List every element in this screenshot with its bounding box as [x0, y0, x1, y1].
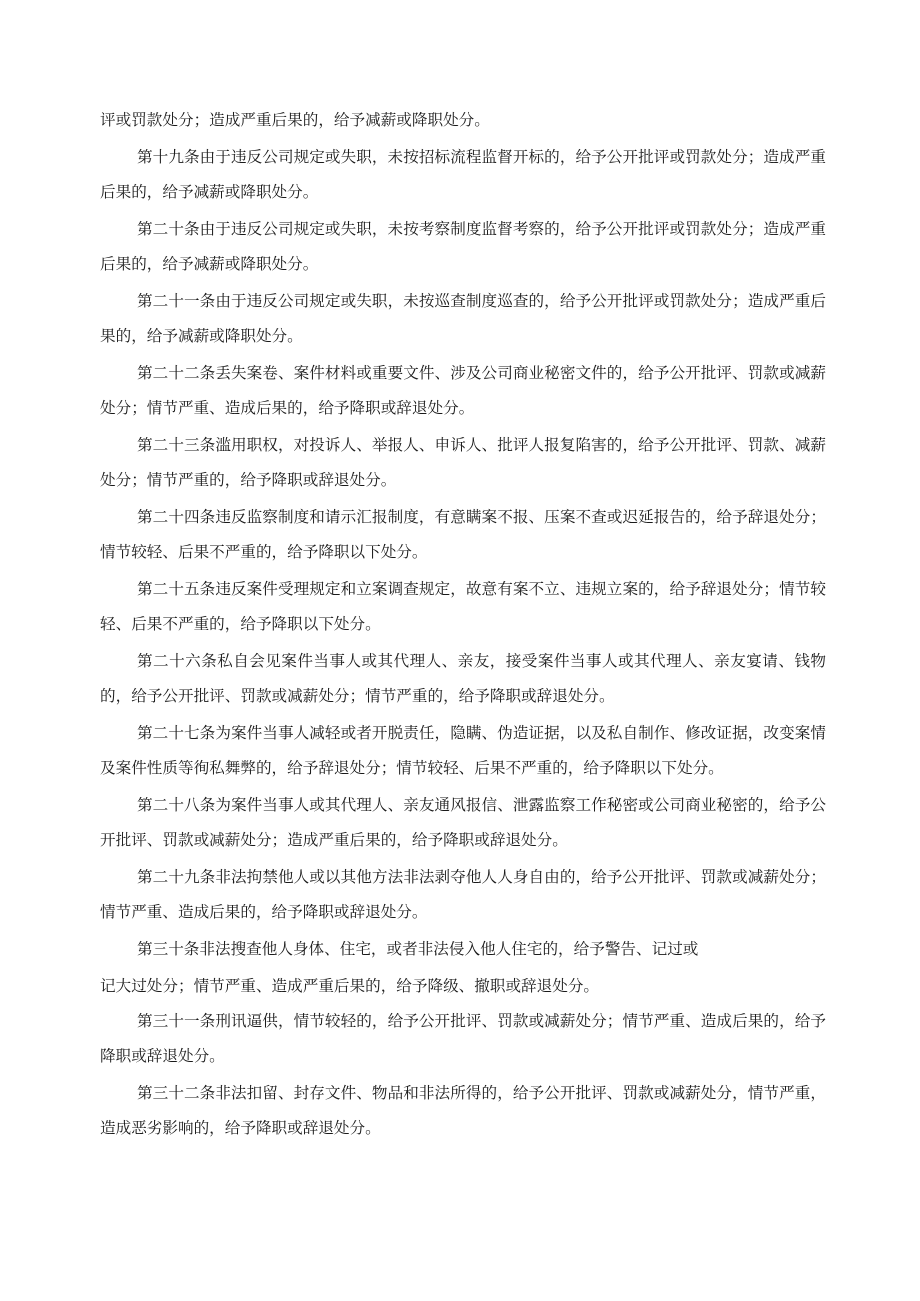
article-number: 第二十三条	[137, 436, 216, 454]
article-number: 第三十二条	[137, 1084, 216, 1102]
article-number: 第二十九条	[137, 868, 216, 886]
article-text: 为案件当事人减轻或者开脱责任，隐瞒、伪造证据，以及私自制作、修改证据，改变案情及案件性质等徇私舞弊的，给予辞退处分；情节较轻、后果不严重的，给予降职以下处分。	[100, 724, 826, 777]
article-number: 第三十条	[137, 940, 200, 958]
article-text: 刑讯逼供，情节较轻的，给予公开批评、罚款或减薪处分；情节严重、造成后果的，给予降职或辞退处分。	[100, 1012, 826, 1065]
article-19	[100, 140, 826, 210]
article-text: 非法扣留、封存文件、物品和非法所得的，给予公开批评、罚款或减薪处分，情节严重，造成恶劣影响的，给予降职或辞退处分。	[100, 1084, 826, 1137]
article-31	[100, 1004, 826, 1074]
article-32	[100, 1076, 826, 1146]
article-text: 丢失案卷、案件材料或重要文件、涉及公司商业秘密文件的，给予公开批评、罚款或减薪处分；情节严重、造成后果的，给予降职或辞退处分。	[100, 364, 826, 417]
article-21	[100, 284, 826, 354]
article-text: 私自会见案件当事人或其代理人、亲友，接受案件当事人或其代理人、亲友宴请、钱物的，给予公开批评、罚款或减薪处分；情节严重的，给予降职或辞退处分。	[100, 652, 826, 705]
article-text: 由于违反公司规定或失职，未按巡查制度巡查的，给予公开批评或罚款处分；造成严重后果的，给予减薪或降职处分。	[100, 292, 826, 345]
article-27	[100, 716, 826, 786]
article-24	[100, 500, 826, 570]
article-text: 滥用职权，对投诉人、举报人、申诉人、批评人报复陷害的，给予公开批评、罚款、减薪处分；情节严重的，给予降职或辞退处分。	[100, 436, 826, 489]
article-number: 第二十八条	[137, 796, 216, 814]
article-text: 非法搜查他人身体、住宅，或者非法侵入他人住宅的，给予警告、记过或	[199, 940, 699, 958]
article-26	[100, 644, 826, 714]
article-number: 第二十一条	[137, 292, 216, 310]
article-22	[100, 356, 826, 426]
article-text: 违反监察制度和请示汇报制度，有意瞒案不报、压案不查或迟延报告的，给予辞退处分；情节较轻、后果不严重的，给予降职以下处分。	[100, 508, 826, 561]
article-number: 第二十四条	[137, 508, 216, 526]
article-30	[100, 932, 826, 967]
article-29	[100, 860, 826, 930]
article-23	[100, 428, 826, 498]
article-28	[100, 788, 826, 858]
article-number: 第二十二条	[137, 364, 216, 382]
article-number: 第二十六条	[137, 652, 218, 670]
article-text: 由于违反公司规定或失职，未按招标流程监督开标的，给予公开批评或罚款处分；造成严重后果的，给予减薪或降职处分。	[100, 148, 826, 201]
article-text: 为案件当事人或其代理人、亲友通风报信、泄露监察工作秘密或公司商业秘密的，给予公开批评、罚款或减薪处分；造成严重后果的，给予降职或辞退处分。	[100, 796, 826, 849]
continuation-paragraph: 评或罚款处分；造成严重后果的，给予减薪或降职处分。	[100, 111, 490, 129]
article-25	[100, 572, 826, 642]
article-20	[100, 212, 826, 282]
article-text: 由于违反公司规定或失职，未按考察制度监督考察的，给予公开批评或罚款处分；造成严重后果的，给予减薪或降职处分。	[100, 220, 826, 273]
article-text: 违反案件受理规定和立案调查规定，故意有案不立、违规立案的，给予辞退处分；情节较轻、后果不严重的，给予降职以下处分。	[100, 580, 826, 633]
article-number: 第三十一条	[137, 1012, 216, 1030]
article-number: 第二十五条	[137, 580, 216, 598]
article-30-continuation: 记大过处分；情节严重、造成严重后果的，给予降级、撤职或辞退处分。	[100, 977, 600, 995]
article-number: 第十九条	[137, 148, 200, 166]
article-text: 非法拘禁他人或以其他方法非法剥夺他人人身自由的，给予公开批评、罚款或减薪处分；情节严重、造成后果的，给予降职或辞退处分。	[100, 868, 826, 921]
article-number: 第二十七条	[137, 724, 216, 742]
article-number: 第二十条	[137, 220, 200, 238]
document-page	[100, 103, 826, 1146]
